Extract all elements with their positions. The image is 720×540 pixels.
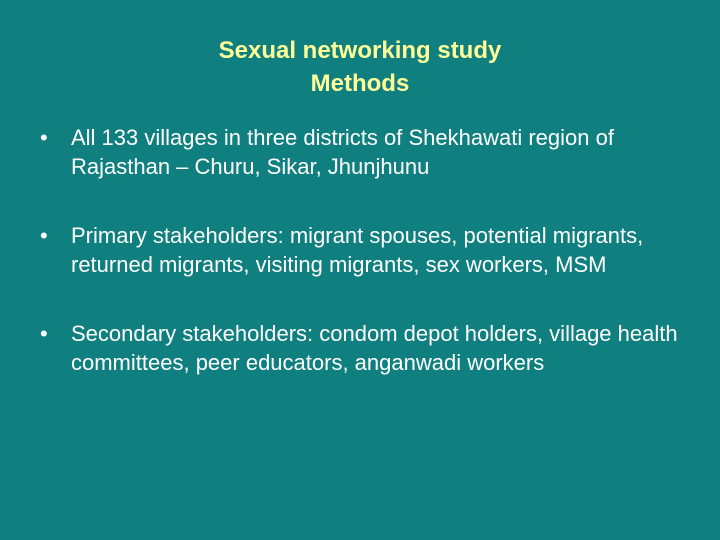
title-line-2: Methods	[310, 70, 410, 97]
bullet-item-secondary-stakeholders	[40, 319, 700, 377]
bullet-item-primary-stakeholders	[40, 221, 700, 279]
title-line-1: Sexual networking study	[218, 37, 502, 64]
slide-title	[0, 34, 720, 100]
bullet-dot-icon: •	[40, 125, 48, 150]
bullet-list	[40, 123, 700, 417]
bullet-dot-icon: •	[40, 321, 48, 346]
bullet-text: Secondary stakeholders: condom depot holders, village health committees, peer educators, anganwadi workers	[71, 321, 678, 375]
bullet-dot-icon: •	[40, 223, 48, 248]
bullet-text: Primary stakeholders: migrant spouses, potential migrants, returned migrants, visiting migrants, sex workers, MSM	[71, 223, 644, 277]
bullet-text: All 133 villages in three districts of Shekhawati region of Rajasthan – Churu, Sikar, Jhunjhunu	[71, 125, 614, 179]
bullet-item-villages	[40, 123, 700, 181]
